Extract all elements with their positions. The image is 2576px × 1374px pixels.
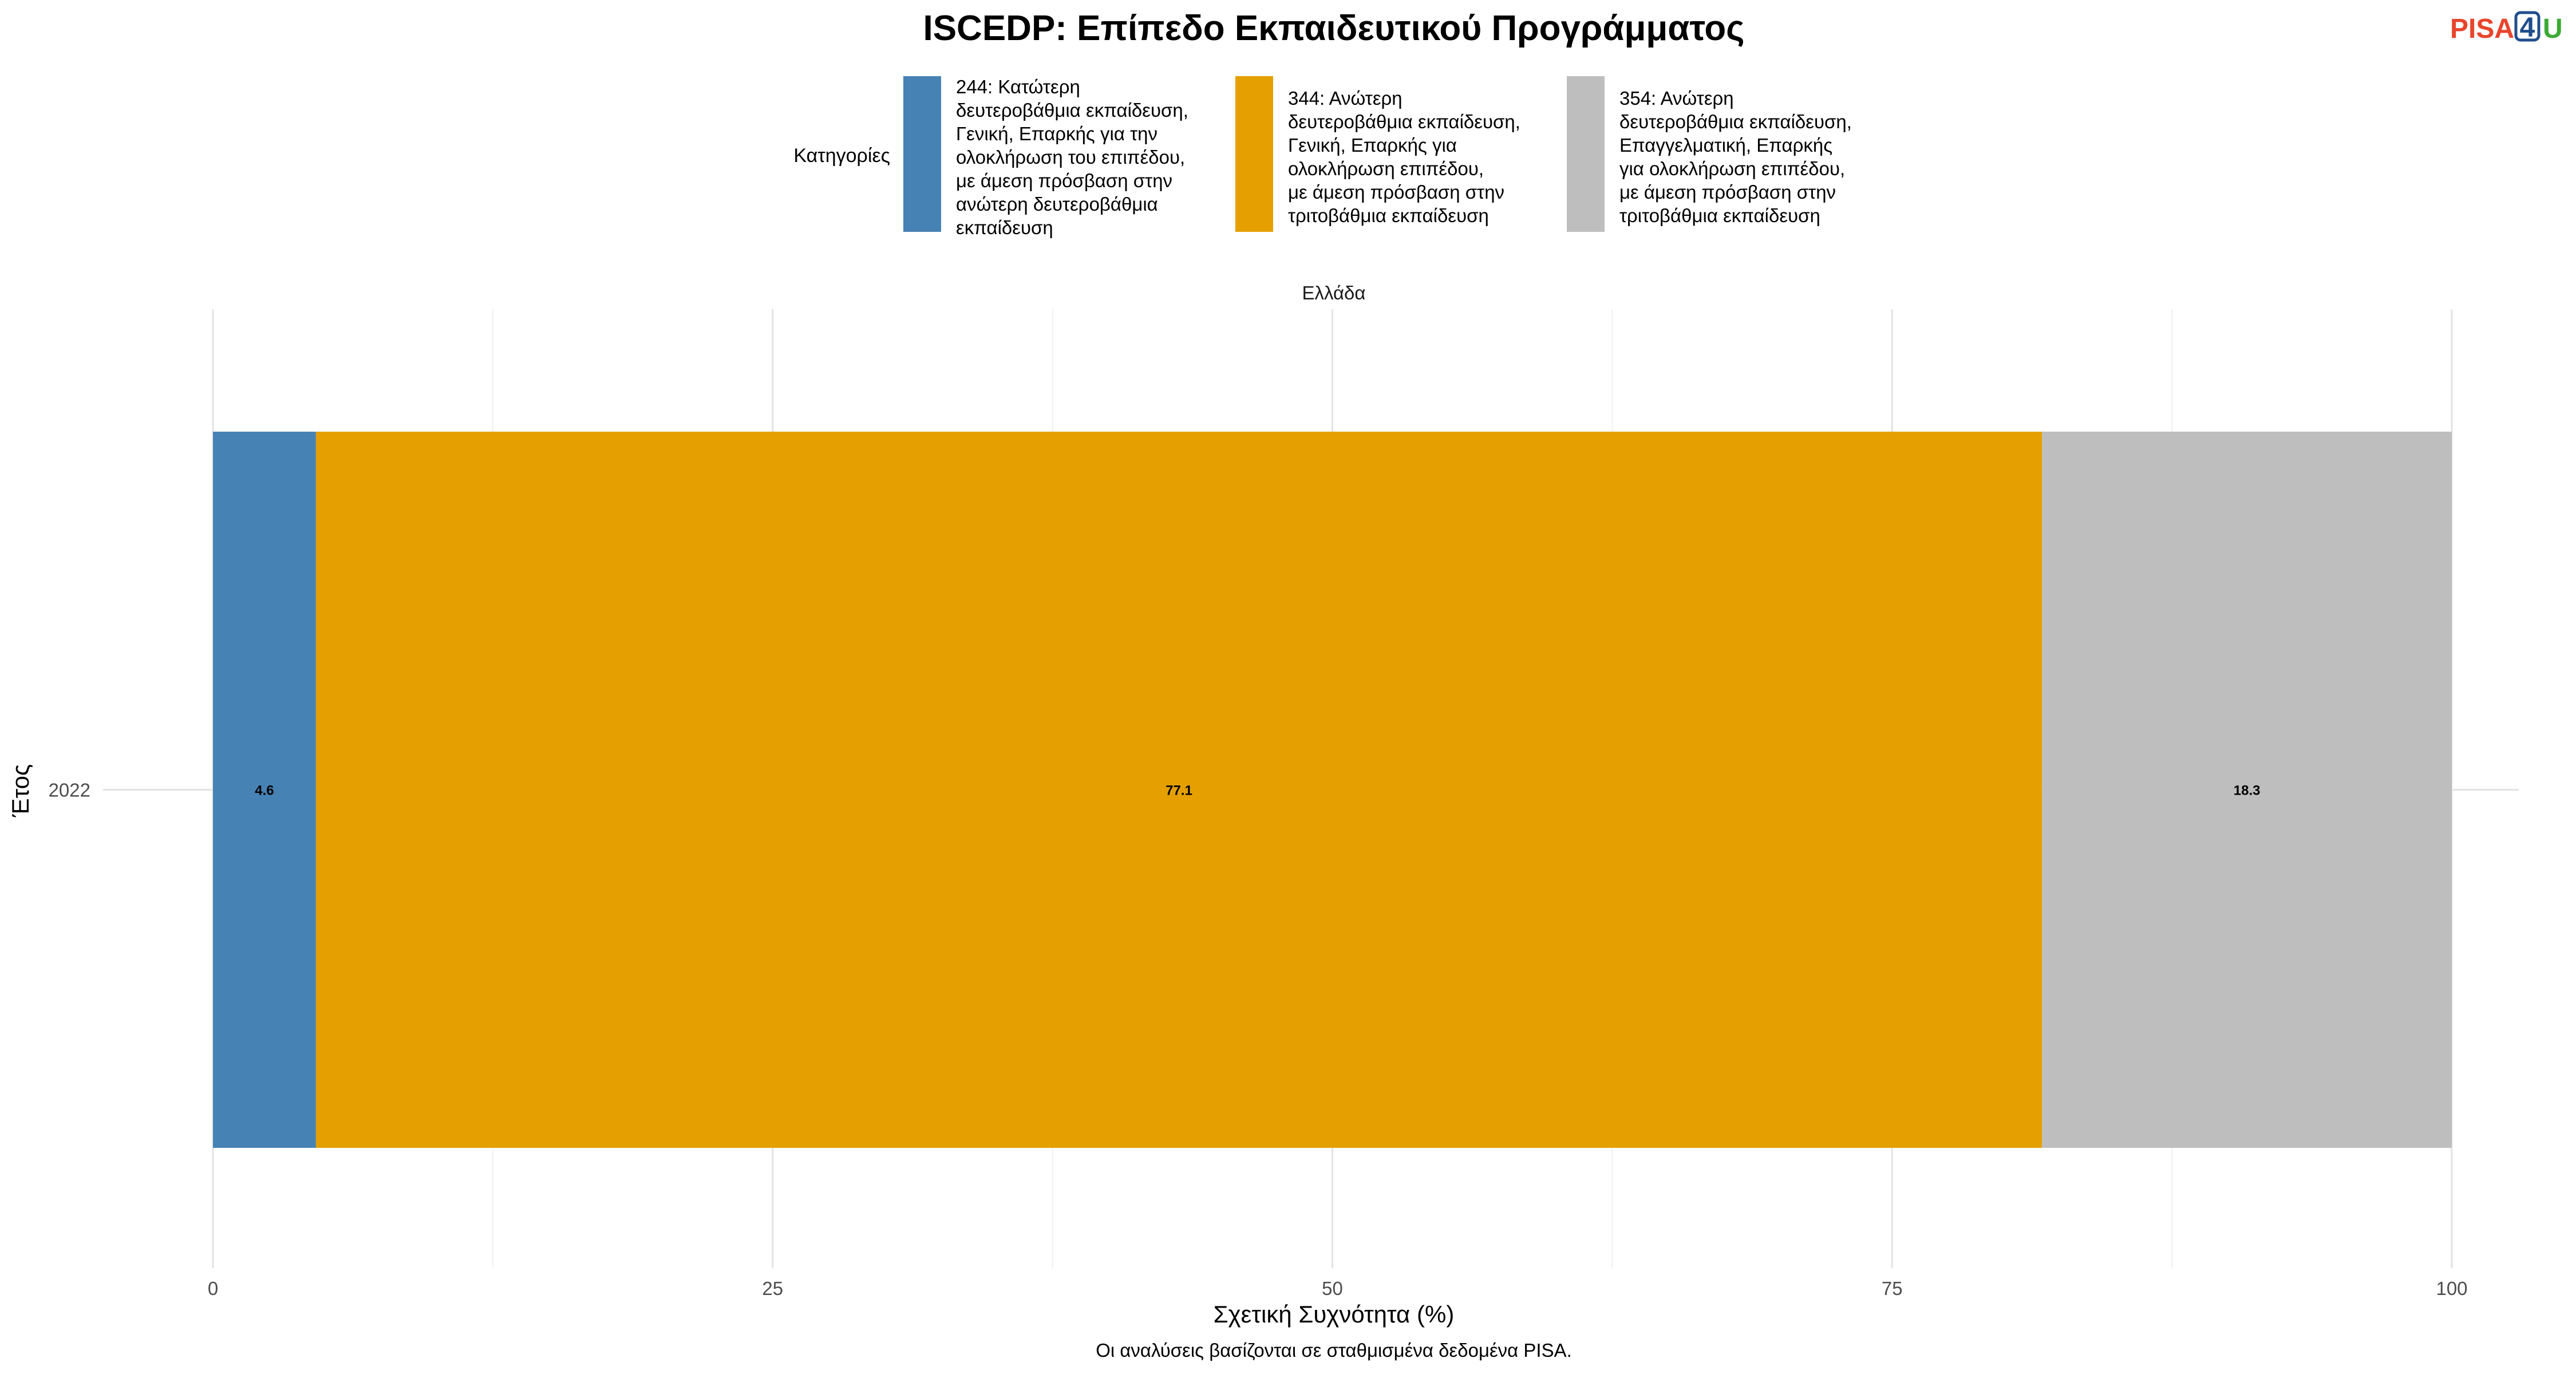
legend xyxy=(793,76,1852,238)
logo-text-4: 4 xyxy=(2519,13,2535,43)
legend-label: 344: Ανώτερη δευτεροβάθμια εκπαίδευση, Γενική, Επαρκής για ολοκλήρωση επιπέδου, με άμεση πρόσβαση στην τριτοβάθμια εκπαίδευση xyxy=(1288,88,1520,226)
y-axis-ticks xyxy=(49,780,90,801)
legend-item-3 xyxy=(1567,76,1852,232)
x-tick-label: 25 xyxy=(762,1278,784,1299)
data-label-2: 77.1 xyxy=(1165,783,1192,799)
legend-item-2 xyxy=(1235,76,1520,232)
x-tick-label: 75 xyxy=(1881,1278,1903,1299)
x-tick-label: 0 xyxy=(207,1278,219,1299)
y-axis-title: Έτος xyxy=(7,764,34,818)
legend-key xyxy=(903,76,941,232)
legend-label: 244: Κατώτερη δευτεροβάθμια εκπαίδευση, Γενική, Επαρκής για την ολοκλήρωση του επιπέδου, με άμεση πρόσβαση στην ανώτερη δευτεροβάθμια εκπαίδευση xyxy=(956,76,1188,238)
legend-label: 354: Ανώτερη δευτεροβάθμια εκπαίδευση, Επαγγελματική, Επαρκής για ολοκλήρωση επιπέδου, με άμεση πρόσβαση στην τριτοβάθμια εκπαίδευση xyxy=(1619,88,1852,226)
x-tick-label: 100 xyxy=(2436,1278,2468,1299)
legend-key xyxy=(1235,76,1273,232)
y-tick-label: 2022 xyxy=(48,779,90,801)
legend-item-1 xyxy=(903,76,1188,238)
chart-title: ISCEDP: Επίπεδο Εκπαιδευτικού Προγράμματος xyxy=(923,9,1745,48)
caption: Οι αναλύσεις βασίζονται σε σταθμισμένα δεδομένα PISA. xyxy=(1096,1340,1572,1361)
x-axis-ticks xyxy=(208,1278,2468,1299)
facet-label: Ελλάδα xyxy=(1302,282,1366,303)
logo-text-u: U xyxy=(2543,14,2563,44)
logo-text-pisa: PISA xyxy=(2450,14,2515,44)
legend-key xyxy=(1567,76,1605,232)
bars xyxy=(213,432,2452,1148)
pisa4u-logo xyxy=(2450,13,2563,44)
x-tick-label: 50 xyxy=(1322,1278,1343,1299)
x-axis-title: Σχετική Συχνότητα (%) xyxy=(1213,1301,1455,1328)
data-label-3: 18.3 xyxy=(2233,783,2261,799)
legend-title: Κατηγορίες xyxy=(793,145,890,167)
data-label-1: 4.6 xyxy=(255,783,274,799)
